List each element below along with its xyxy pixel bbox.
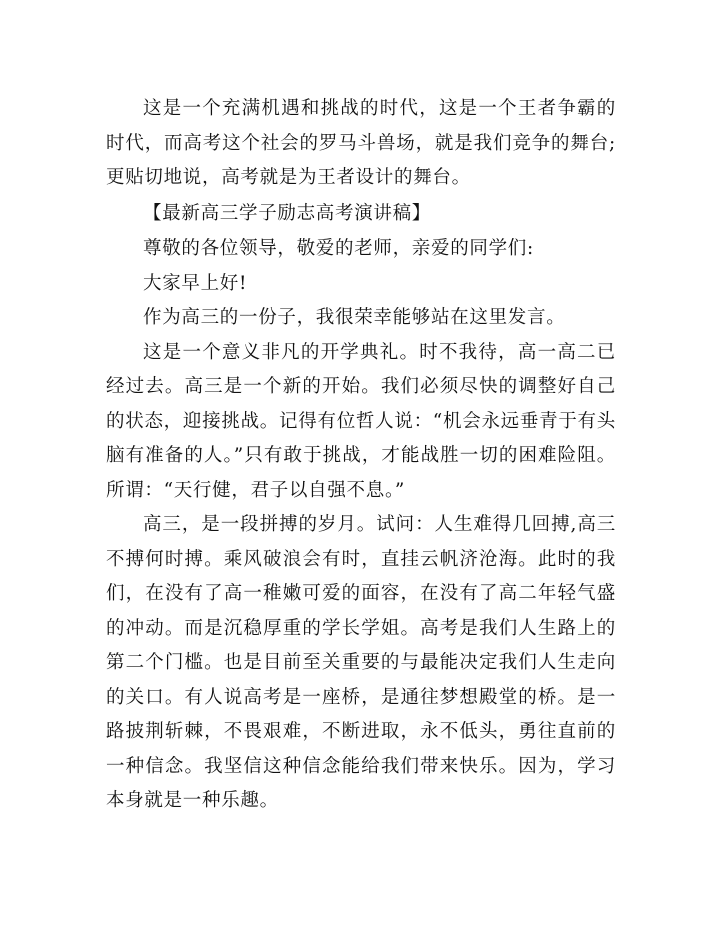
paragraph-opening-ceremony: 这是一个意义非凡的开学典礼。时不我待，高一高二已经过去。高三是一个新的开始。我们必须尽快的调整好自己的状态，迎接挑战。记得有位哲人说：“机会永远垂青于有头脑有准备的人。”只有敢于挑战，才能战胜一切的困难险阻。所谓：“天行健，君子以自强不息。” — [106, 341, 616, 501]
section-heading: 【最新高三学子励志高考演讲稿】 — [143, 202, 432, 224]
paragraph-senior-year: 高三，是一段拼搏的岁月。试问：人生难得几回搏,高三不搏何时搏。乘风破浪会有时，直挂云帆济沧海。此时的我们，在没有了高一稚嫩可爱的面容，在没有了高二年轻气盛的冲动。而是沉稳厚重的学长学姐。高考是我们人生路上的第二个门槛。也是目前至关重要的与最能决定我们人生走向的关口。有人说高考是一座桥，是通往梦想殿堂的桥。是一路披荆斩棘，不畏艰难，不断进取，永不低头，勇往直前的一种信念。我坚信这种信念能给我们带来快乐。因为，学习本身就是一种乐趣。 — [106, 514, 616, 811]
paragraph-intro: 这是一个充满机遇和挑战的时代，这是一个王者争霸的时代，而高考这个社会的罗马斗兽场，就是我们竞争的舞台;更贴切地说，高考就是为王者设计的舞台。 — [106, 98, 616, 188]
paragraph-salutation: 尊敬的各位领导，敬爱的老师，亲爱的同学们: — [143, 238, 534, 259]
paragraph-self-intro: 作为高三的一份子，我很荣幸能够站在这里发言。 — [143, 307, 566, 328]
paragraph-greeting: 大家早上好! — [143, 272, 248, 294]
document-body — [106, 92, 616, 819]
